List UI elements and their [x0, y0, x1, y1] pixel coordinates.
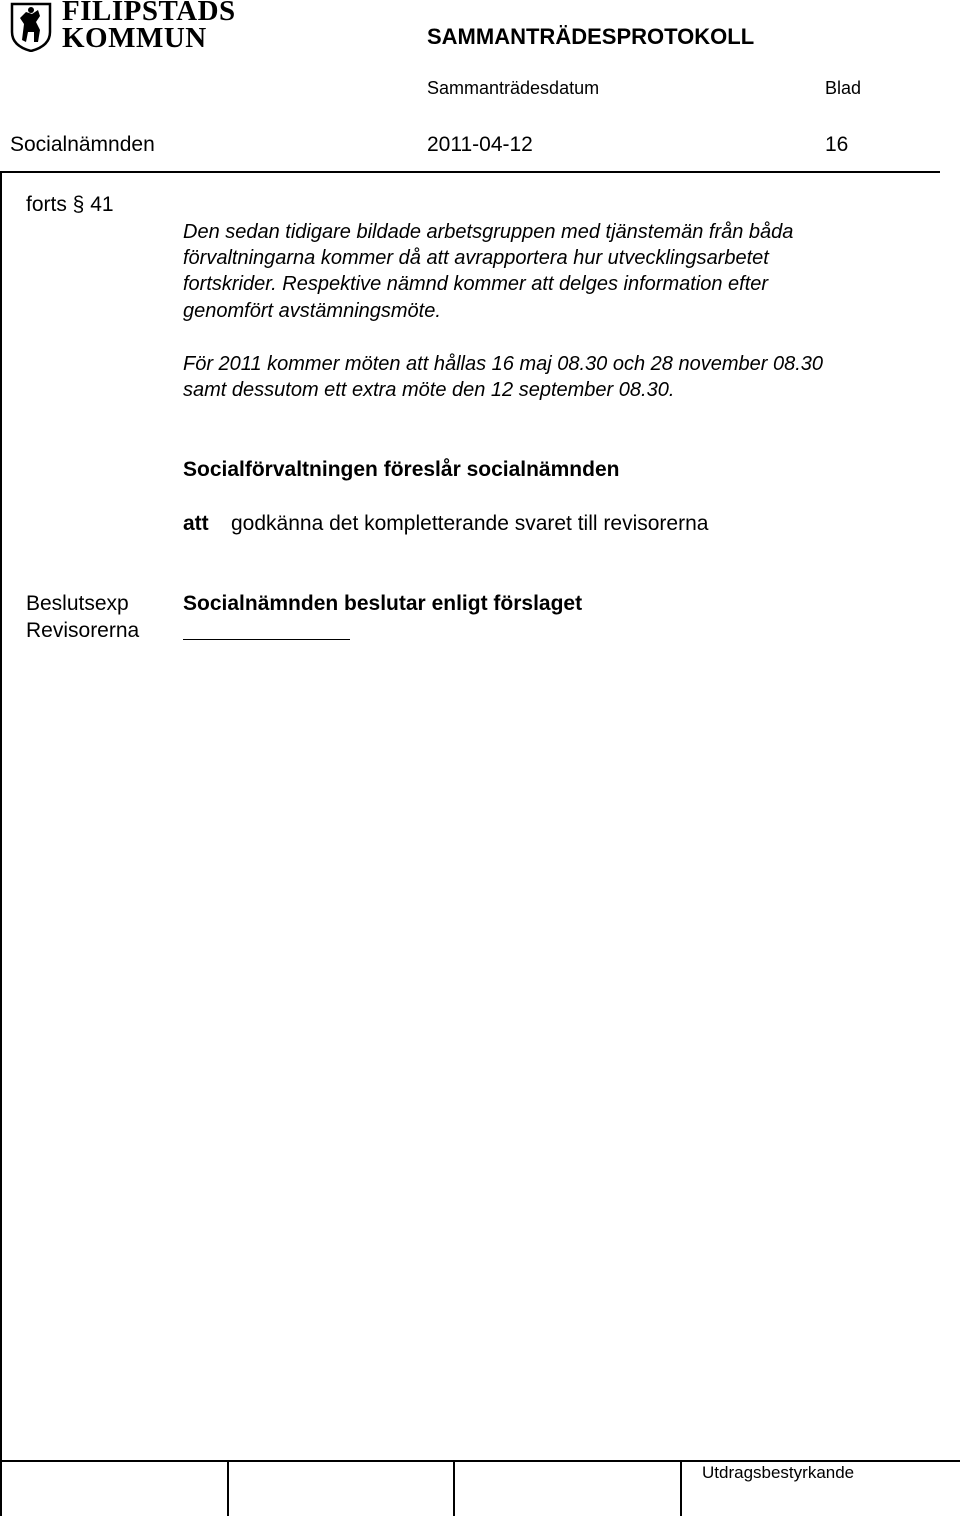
paragraph-1-line-3: fortskrider. Respektive nämnd kommer att delges information efter: [183, 273, 769, 295]
page-number: 16: [825, 133, 849, 156]
paragraph-1-line-1: Den sedan tidigare bildade arbetsgruppen med tjänstemän från båda: [183, 221, 794, 243]
page-label: Blad: [825, 78, 862, 98]
footer-cell-divider-3: [680, 1460, 682, 1516]
footer-cell-divider-1: [227, 1460, 229, 1516]
document-title: SAMMANTRÄDESPROTOKOLL: [427, 24, 755, 49]
body-name: Socialnämnden: [10, 133, 155, 156]
proposal-heading: Socialförvaltningen föreslår socialnämnden: [183, 458, 620, 481]
paragraph-2-line-1: För 2011 kommer möten att hållas 16 maj 08.30 och 28 november 08.30: [183, 353, 823, 375]
decision-label-revisorerna: Revisorerna: [26, 619, 140, 642]
proposal-text: godkänna det kompletterande svaret till revisorerna: [231, 512, 709, 535]
decision-text: Socialnämnden beslutar enligt förslaget: [183, 592, 583, 615]
date-label: Sammanträdesdatum: [427, 78, 600, 98]
decision-label-beslutsexp: Beslutsexp: [26, 592, 129, 615]
decision-underline: [183, 639, 350, 640]
meeting-date: 2011-04-12: [427, 133, 533, 156]
left-margin-line: [0, 171, 2, 1516]
footer-cell-divider-2: [453, 1460, 455, 1516]
paragraph-1-line-2: förvaltningarna kommer då att avrapportera hur utvecklingsarbetet: [183, 247, 769, 269]
logo-text-line1: FILIPSTADS: [62, 0, 236, 27]
footer-divider: [0, 1460, 960, 1462]
certification-label: Utdragsbestyrkande: [702, 1463, 855, 1482]
paragraph-1-line-4: genomfört avstämningsmöte.: [183, 300, 441, 322]
coat-of-arms-icon: [10, 2, 52, 52]
section-reference: forts § 41: [26, 193, 114, 216]
municipality-logo: [8, 0, 236, 56]
paragraph-2-line-2: samt dessutom ett extra möte den 12 september 08.30.: [183, 379, 675, 401]
header-divider: [0, 171, 940, 173]
logo-text-line2: KOMMUN: [62, 22, 207, 54]
proposal-att: att: [183, 512, 209, 535]
